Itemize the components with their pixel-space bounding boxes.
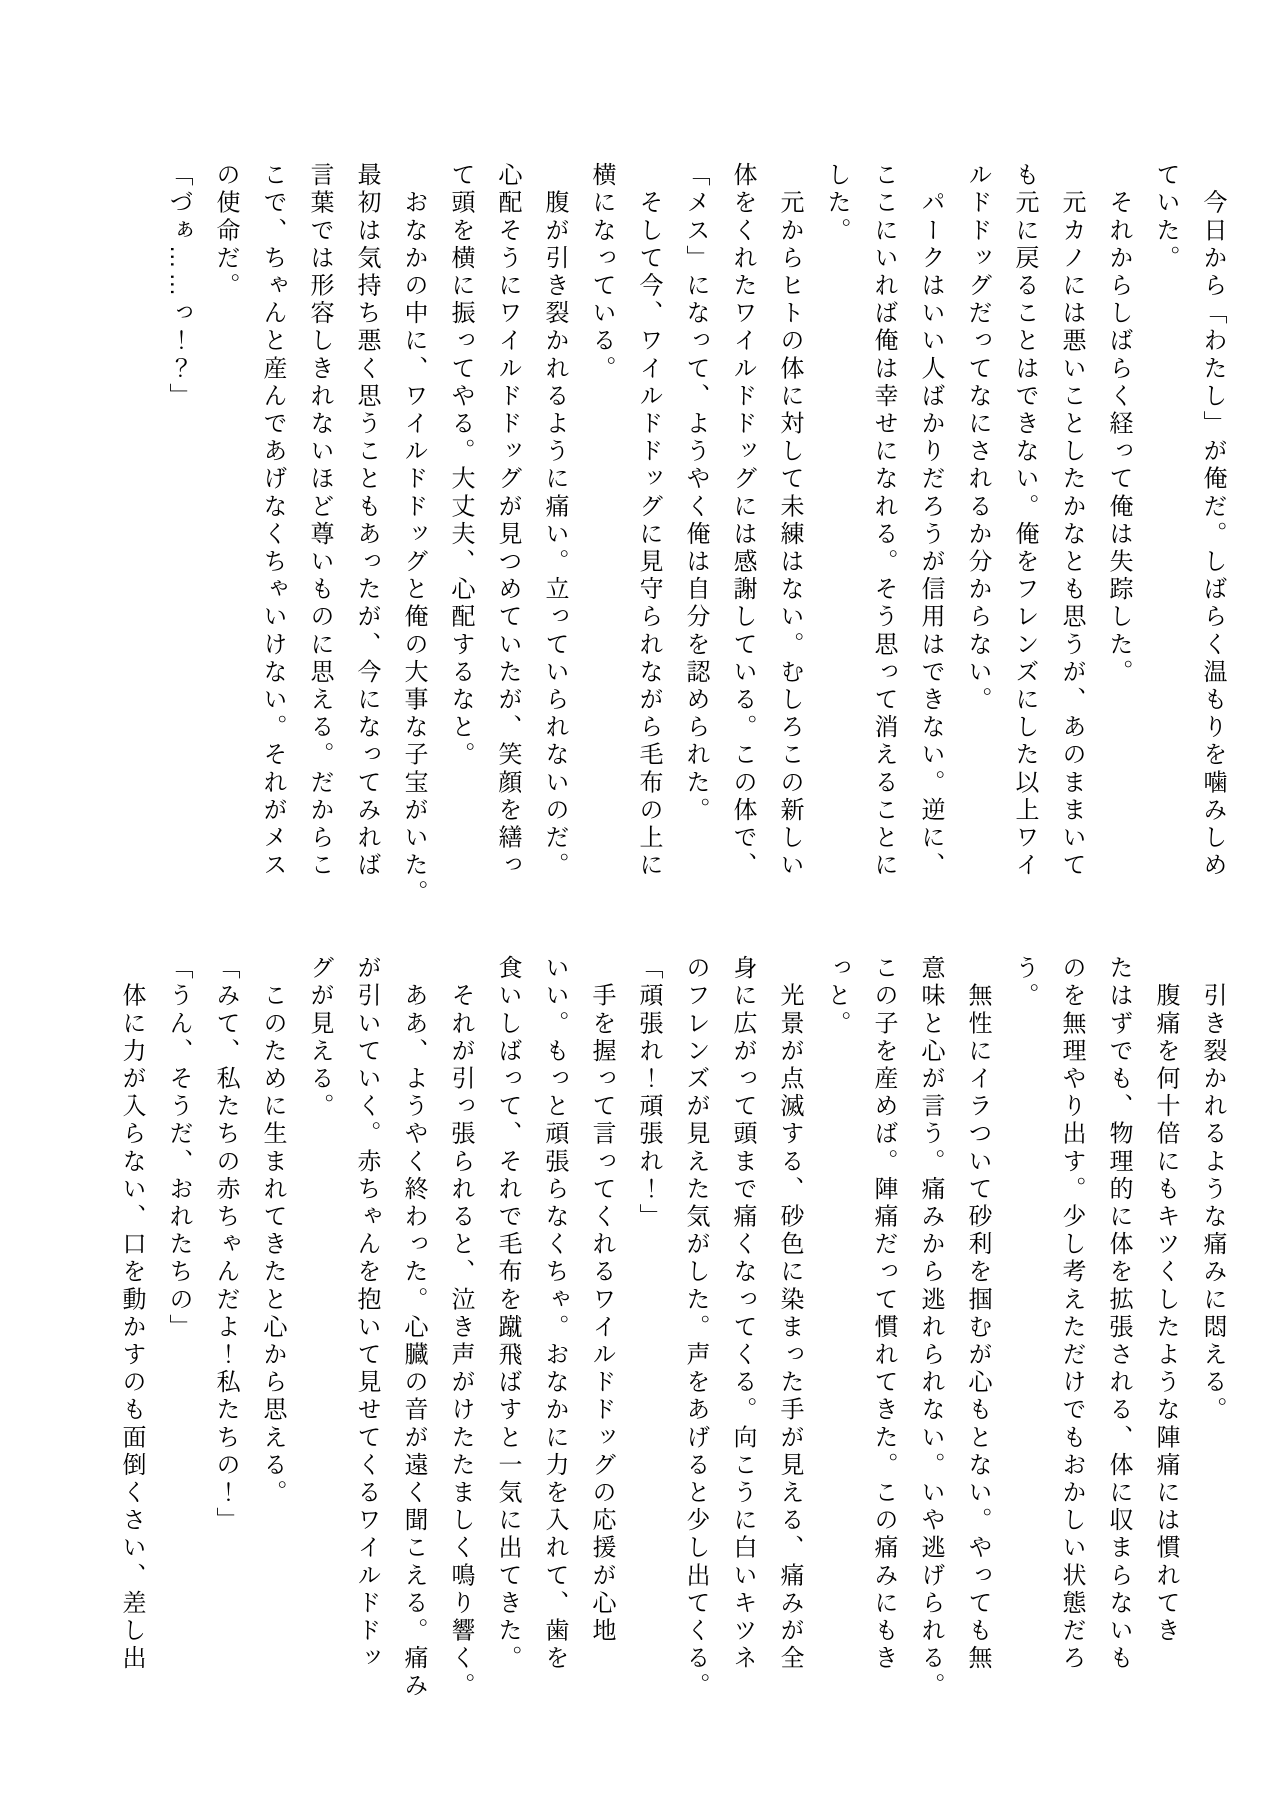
text-column: 今日から「わたし」が俺だ。しばらく温もりを噛みしめ — [1199, 162, 1226, 880]
text-column: 最初は気持ち悪く思うこともあったが、今になってみれば — [353, 162, 380, 880]
text-column: のを無理やり出す。少し考えただけでもおかしい状態だろ — [1058, 955, 1085, 1673]
text-column: 無性にイラついて砂利を掴むが心もとない。やっても無 — [964, 955, 991, 1673]
text-column: ていた。 — [1152, 162, 1179, 273]
text-column: ああ、ようやく終わった。心臓の音が遠く聞こえる。痛み — [400, 955, 427, 1701]
text-column: 引き裂かれるような痛みに悶える。 — [1199, 955, 1226, 1425]
text-column: 食いしばって、それで毛布を蹴飛ばすと一気に出てきた。 — [494, 955, 521, 1673]
text-column: ここにいれば俺は幸せになれる。そう思って消えることに — [870, 162, 897, 880]
text-column: 心配そうにワイルドドッグが見つめていたが、笑顔を繕っ — [494, 162, 521, 880]
text-column: そして今、ワイルドドッグに見守られながら毛布の上に — [635, 162, 662, 880]
text-column: それからしばらく経って俺は失踪した。 — [1105, 162, 1132, 687]
text-column: おなかの中に、ワイルドドッグと俺の大事な子宝がいた。 — [400, 162, 427, 908]
text-column: 「みて、私たちの赤ちゃんだよ！私たちの！」 — [212, 955, 239, 1535]
text-column: 光景が点滅する、砂色に染まった手が見える、痛みが全 — [776, 955, 803, 1673]
text-column: 手を握って言ってくれるワイルドドッグの応援が心地 — [588, 955, 615, 1645]
text-column: いい。もっと頑張らなくちゃ。おなかに力を入れて、歯を — [541, 955, 568, 1673]
text-column: それが引っ張られると、泣き声がけたたましく鳴り響く。 — [447, 955, 474, 1701]
text-block-2 — [108, 955, 1236, 1700]
text-column: 身に広がって頭まで痛くなってくる。向こうに白いキツネ — [729, 955, 756, 1673]
text-column: て頭を横に振ってやる。大丈夫、心配するなと。 — [447, 162, 474, 770]
text-column: 体に力が入らない、口を動かすのも面倒くさい、差し出 — [118, 955, 145, 1673]
text-column: っと。 — [823, 955, 850, 1038]
text-column: 腹痛を何十倍にもキツくしたような陣痛には慣れてき — [1152, 955, 1179, 1645]
text-column: たはずでも、物理的に体を拡張される、体に収まらないも — [1105, 955, 1132, 1673]
text-column: が引いていく。赤ちゃんを抱いて見せてくるワイルドドッ — [353, 955, 380, 1673]
text-column: 横になっている。 — [588, 162, 615, 383]
text-column: 意味と心が言う。痛みから逃れられない。いや逃げられる。 — [917, 955, 944, 1701]
text-column: した。 — [823, 162, 850, 245]
text-column: 元カノには悪いことしたかなとも思うが、あのままいて — [1058, 162, 1085, 880]
text-column: この子を産めば。陣痛だって慣れてきた。この痛みにもき — [870, 955, 897, 1673]
text-column: 言葉では形容しきれないほど尊いものに思える。だからこ — [306, 162, 333, 880]
text-column: パークはいい人ばかりだろうが信用はできない。逆に、 — [917, 162, 944, 880]
text-column: 「づぁ……っ！？」 — [165, 162, 192, 411]
text-column: 元からヒトの体に対して未練はない。むしろこの新しい — [776, 162, 803, 880]
text-column: 腹が引き裂かれるように痛い。立っていられないのだ。 — [541, 162, 568, 880]
text-column: こで、ちゃんと産んであげなくちゃいけない。それがメス — [259, 162, 286, 880]
text-column: 体をくれたワイルドドッグには感謝している。この体で、 — [729, 162, 756, 880]
text-column: のフレンズが見えた気がした。声をあげると少し出てくる。 — [682, 955, 709, 1701]
text-column: グが見える。 — [306, 955, 333, 1121]
text-column: 「頑張れ！頑張れ！」 — [635, 955, 662, 1231]
text-block-1 — [155, 162, 1236, 907]
text-column: の使命だ。 — [212, 162, 239, 300]
text-column: も元に戻ることはできない。俺をフレンズにした以上ワイ — [1011, 162, 1038, 880]
text-column: このために生まれてきたと心から思える。 — [259, 955, 286, 1507]
text-column: 「うん、そうだ、おれたちの」 — [165, 955, 192, 1342]
text-column: 「メス」になって、ようやく俺は自分を認められた。 — [682, 162, 709, 825]
text-column: ルドドッグだってなにされるか分からない。 — [964, 162, 991, 714]
text-column: う。 — [1011, 955, 1038, 1011]
